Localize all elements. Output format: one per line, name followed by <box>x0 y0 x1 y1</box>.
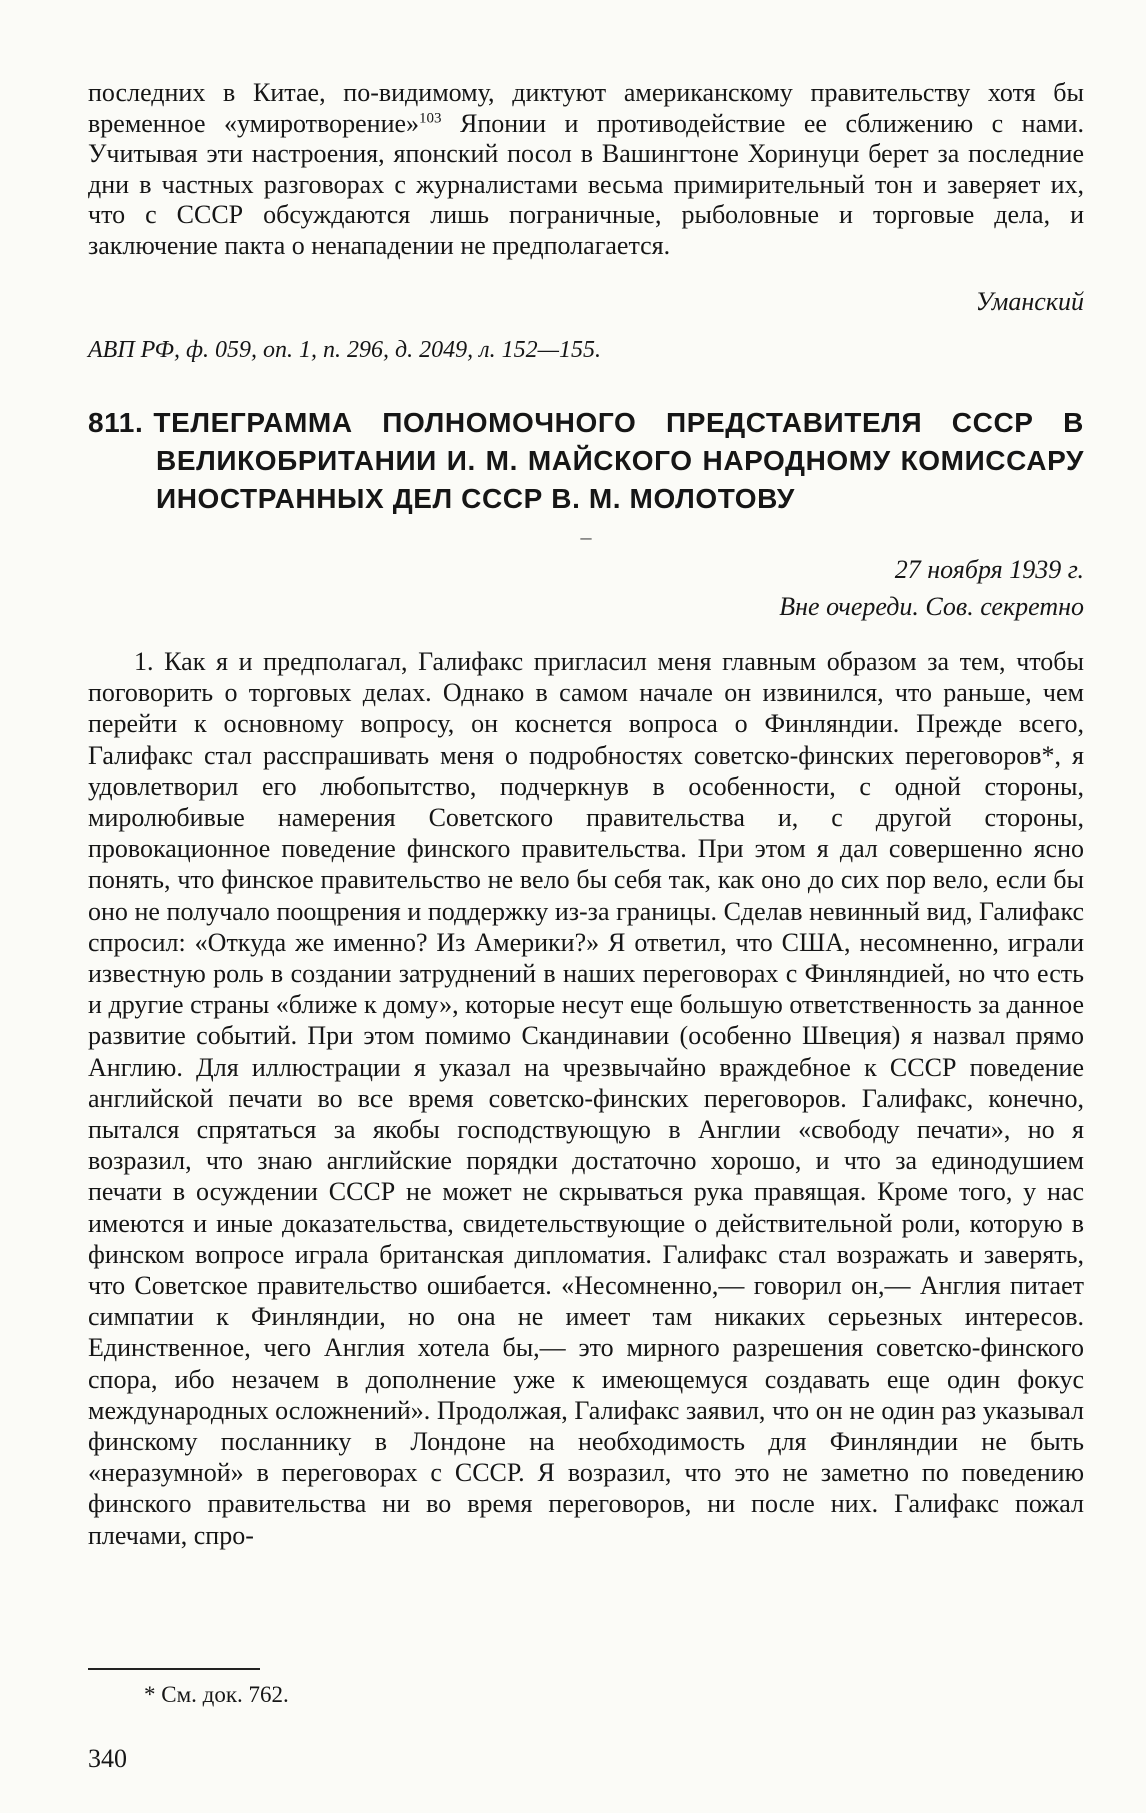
page-content <box>88 78 1084 1551</box>
archive-reference: АВП РФ, ф. 059, оп. 1, п. 296, д. 2049, л. 152—155. <box>88 337 601 363</box>
footnote: * См. док. 762. <box>144 1682 289 1707</box>
footnote-divider <box>88 1668 260 1670</box>
document-number: 811. <box>88 407 144 438</box>
document-heading <box>88 404 1084 518</box>
signature: Уманский <box>975 287 1084 316</box>
title-separator: – <box>580 524 592 549</box>
document-body: 1. Как я и предполагал, Галифакс пригласил меня главным образом за тем, чтобы поговорить о торговых делах. Однако в самом начале он извинился, что раньше, чем перейти к основному вопросу, он коснется вопроса о Финляндии. Прежде всего, Галифакс стал расспрашивать меня о подробностях советско-финских переговоров*, я удовлетворил его любопытство, подчеркнув в особенности, с одной стороны, миролюбивые намерения Советского правительства и, с другой стороны, провокационное поведение финского правительства. При этом я дал совершенно ясно понять, что финское правительство не вело бы себя так, как оно до сих пор вело, если бы оно не получало поощрения и поддержку из-за границы. Сделав невинный вид, Галифакс спросил: «Откуда же именно? Из Америки?» Я ответил, что США, несомненно, играли известную роль в создании затруднений в наших переговорах с Финляндией, но что есть и другие страны «ближе к дому», которые несут еще большую ответственность за данное развитие событий. При этом помимо Скандинавии (особенно Швеция) я назвал прямо Англию. Для иллюстрации я указал на чрезвычайно враждебное к СССР поведение английской печати во все время советско-финских переговоров. Галифакс, конечно, пытался спрятаться за якобы господствующую в Англии «свободу печати», но я возразил, что знаю английские порядки достаточно хорошо, и что за единодушием печати в осуждении СССР не может не скрываться рука правящая. Кроме того, у нас имеются и иные доказательства, свидетельствующие о действительной роли, которую в финском вопросе играла британская дипломатия. Галифакс стал возражать и заверять, что Советское правительство ошибается. «Несомненно,— говорил он,— Англия питает симпатии к Финляндии, но она не имеет там никаких серьезных интересов. Единственное, чего Англия хотела бы,— это мирного разрешения советско-финского спора, ибо незачем в дополнение уже к имеющемуся создавать еще один фокус международных осложнений». Продолжая, Галифакс заявил, что он не один раз указывал финскому посланнику в Лондоне на необходимость для Финляндии не быть «неразумной» в переговорах с СССР. Я возразил, что это не заметно по поведению финского правительства ни во время переговоров, ни после них. Галифакс пожал плечами, спро- <box>88 647 1084 1550</box>
document-date: 27 ноября 1939 г. <box>894 555 1084 584</box>
endnote-reference: 103 <box>419 109 442 126</box>
document-classification: Вне очереди. Сов. секретно <box>779 592 1084 621</box>
document-title: ТЕЛЕГРАММА ПОЛНОМОЧНОГО ПРЕДСТАВИТЕЛЯ СССР В ВЕЛИКОБРИТАНИИ И. М. МАЙСКОГО НАРОДНОМУ КОМИССАРУ ИНОСТРАННЫХ ДЕЛ СССР В. М. МОЛОТОВУ <box>153 407 1084 514</box>
continuation-text-rest: Японии и противодействие ее сближению с нами. Учитывая эти настроения, японский посол в Вашингтоне Хоринуци берет за последние дни в частных разговорах с журналистами весьма примирительный тон и заверяет их, что с СССР обсуждаются лишь пограничные, рыболовные и торговые дела, и заключение пакта о ненападении не предполагается. <box>88 108 1085 260</box>
continuation-paragraph <box>88 78 1084 261</box>
page-number: 340 <box>88 1744 127 1773</box>
continuation-text: последних в Китае, по-видимому, диктуют американскому правительству хотя бы временное «умиротворение» <box>88 78 1084 138</box>
